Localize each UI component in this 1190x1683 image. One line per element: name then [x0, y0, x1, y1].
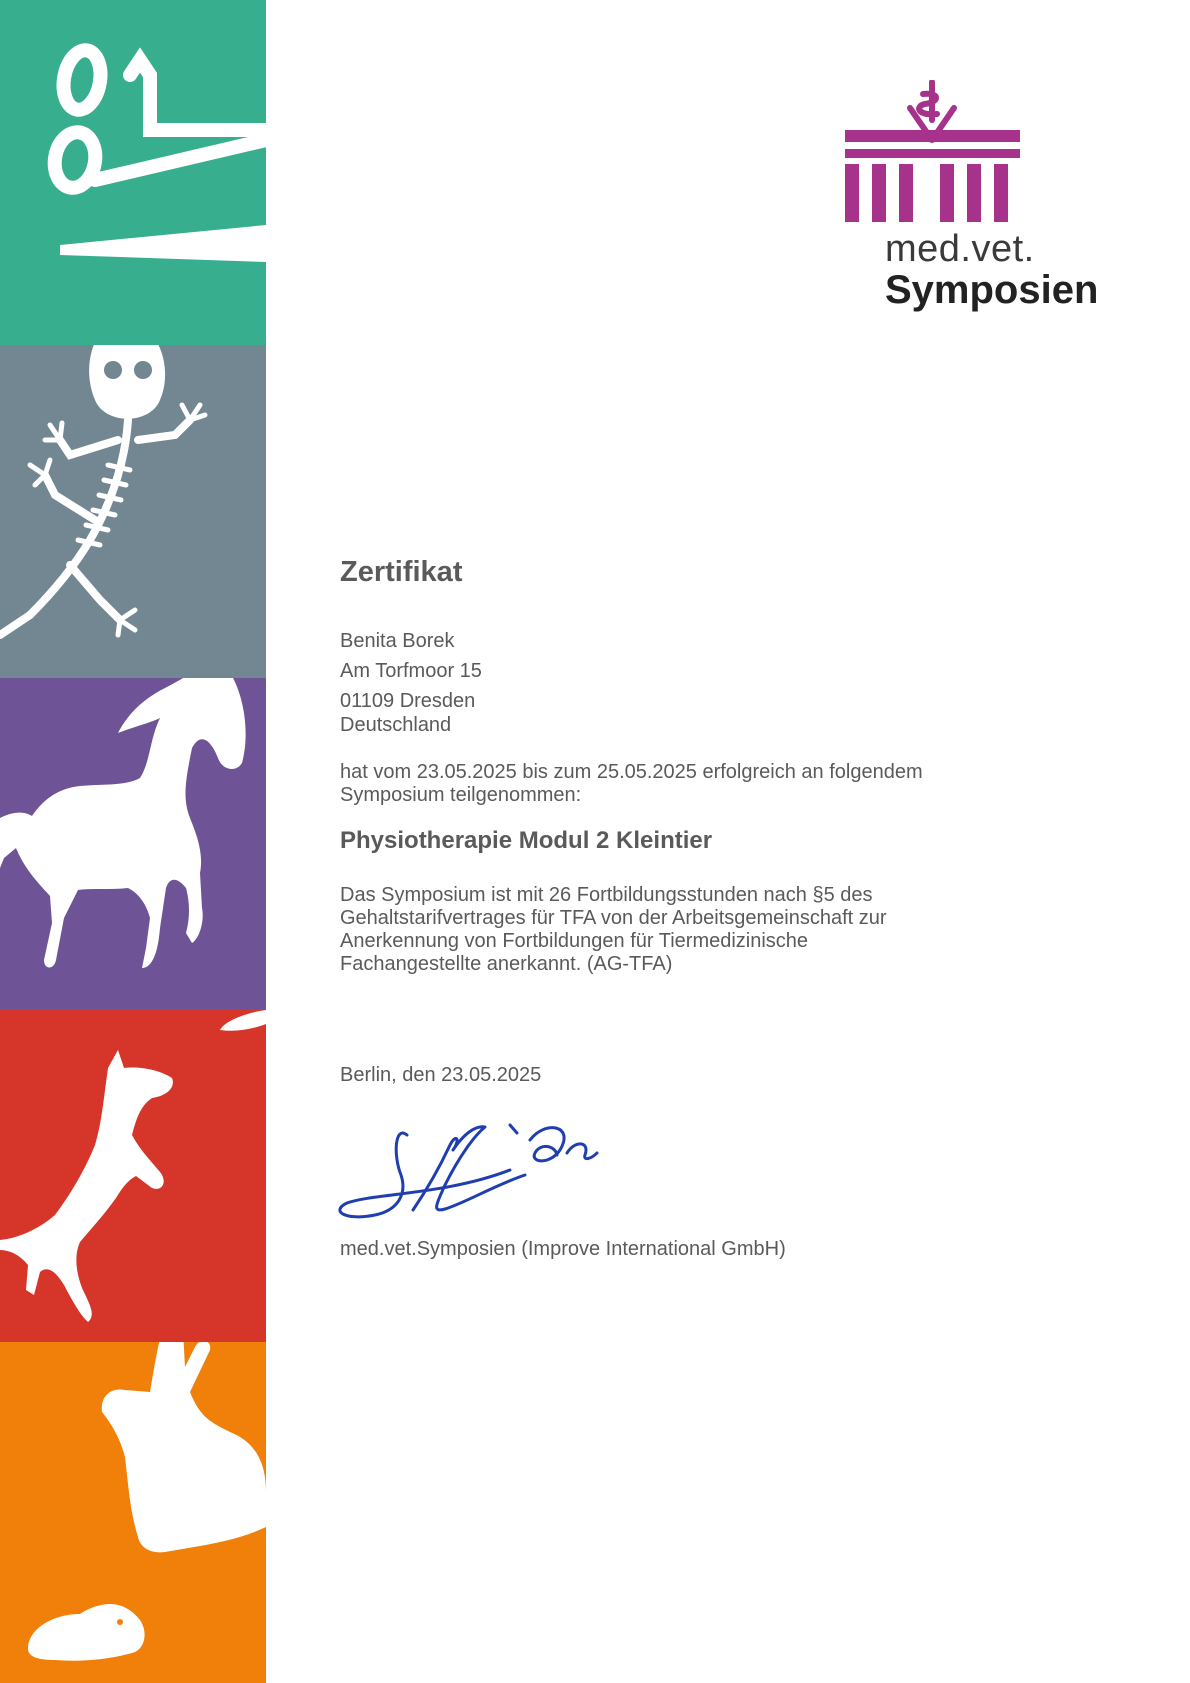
band-orange	[0, 1342, 266, 1683]
band-red	[0, 1010, 266, 1342]
accreditation-line: Anerkennung von Fortbildungen für Tiermedizinische	[340, 930, 809, 952]
accreditation-text	[340, 884, 1040, 976]
certificate-title: Zertifikat	[340, 556, 463, 588]
dog-icon	[0, 1010, 266, 1342]
accreditation-line: Gehaltstarifvertrages für TFA von der Arbeitsgemeinschaft zur	[340, 907, 887, 929]
participation-line: hat vom 23.05.2025 bis zum 25.05.2025 erfolgreich an folgendem	[340, 761, 923, 783]
brandenburg-gate-icon	[845, 80, 1085, 230]
place-date: Berlin, den 23.05.2025	[340, 1064, 542, 1086]
logo-text-line1: med.vet.	[885, 228, 1035, 270]
recipient-street: Am Torfmoor 15	[340, 660, 482, 682]
recipient-country: Deutschland	[340, 714, 452, 736]
accreditation-line: Das Symposium ist mit 26 Fortbildungsstunden nach §5 des	[340, 884, 873, 906]
participation-text	[340, 761, 1040, 807]
guinea-pig-icon	[0, 1342, 266, 1683]
signature	[335, 1115, 635, 1230]
band-grey	[0, 345, 266, 678]
participation-line: Symposium teilgenommen:	[340, 784, 582, 806]
horse-icon	[0, 678, 266, 1010]
logo-text-line2: Symposien	[885, 268, 1099, 312]
issuer: med.vet.Symposien (Improve International GmbH)	[340, 1238, 786, 1260]
recipient-name: Benita Borek	[340, 630, 455, 652]
recipient-city: 01109 Dresden	[340, 690, 476, 712]
course-title: Physiotherapie Modul 2 Kleintier	[340, 827, 713, 854]
band-purple	[0, 678, 266, 1010]
band-green	[0, 0, 266, 345]
med-vet-symposien-logo	[845, 80, 1099, 320]
decorative-sidebar	[0, 0, 266, 1683]
lizard-skeleton-icon	[0, 345, 266, 678]
accreditation-line: Fachangestellte anerkannt. (AG-TFA)	[340, 953, 673, 975]
scissors-icon	[0, 0, 266, 345]
